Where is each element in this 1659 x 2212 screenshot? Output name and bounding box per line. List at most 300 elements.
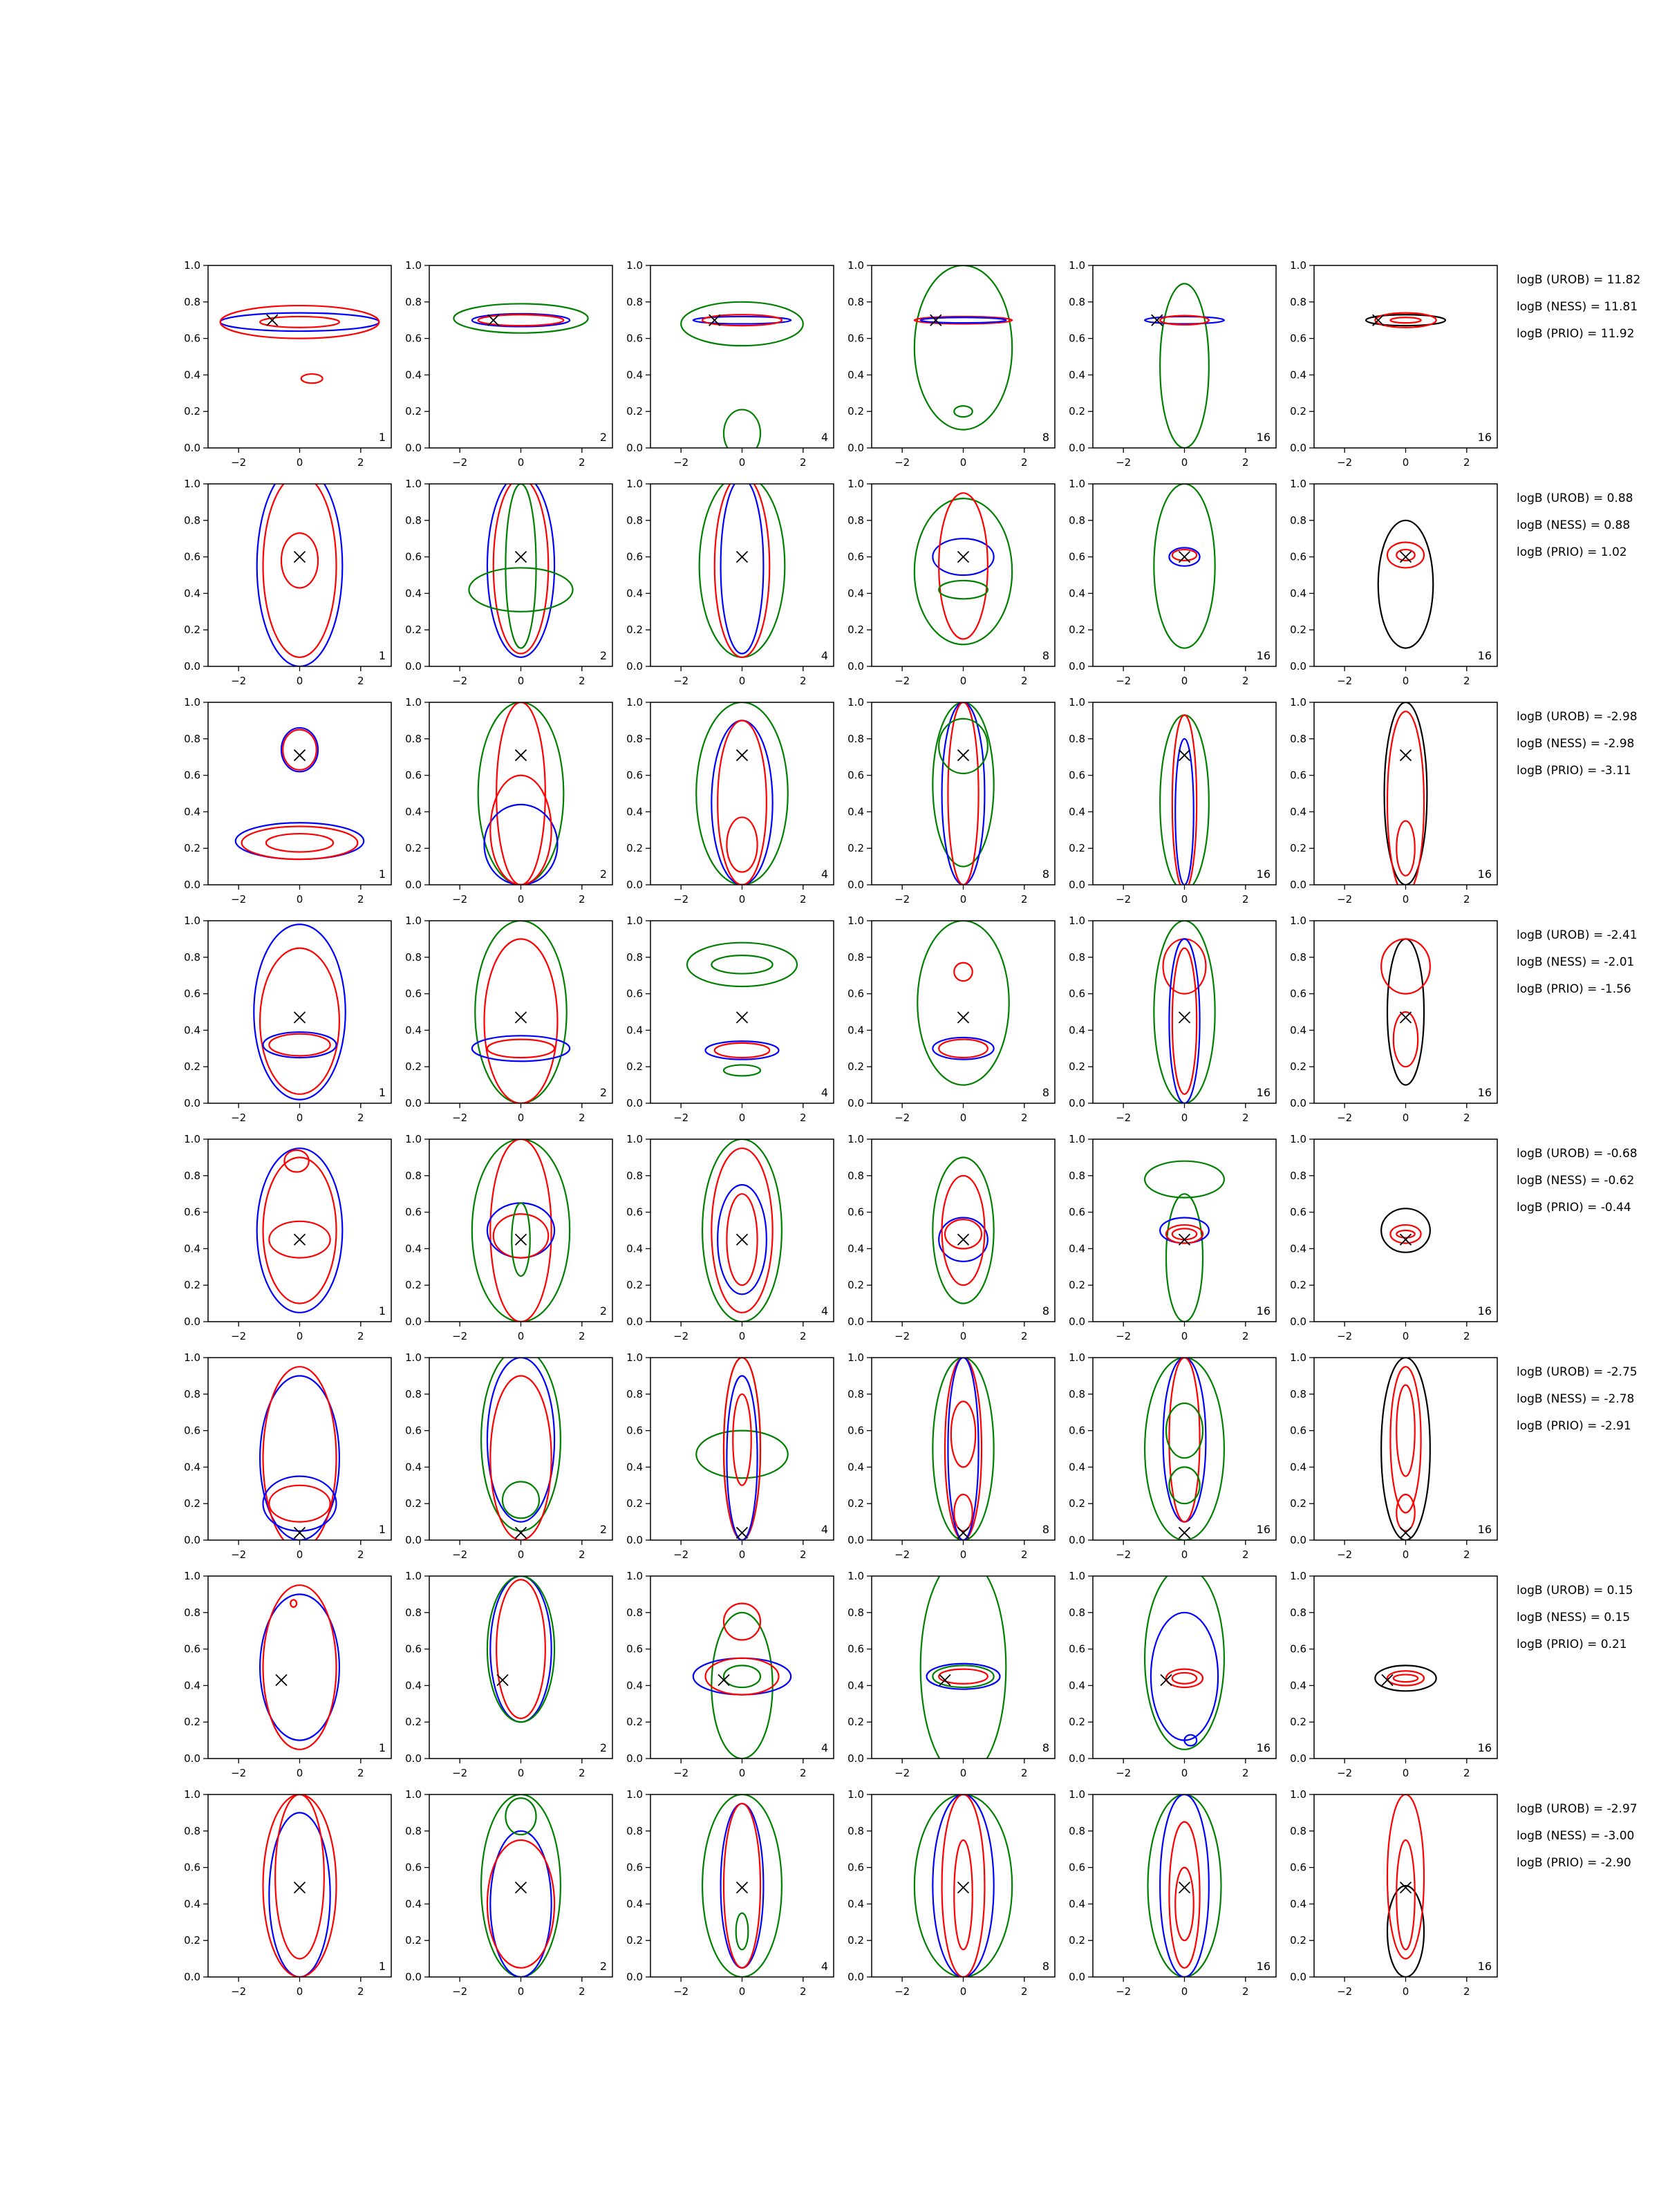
x-tick-label: −2 [673,1112,689,1124]
y-tick-label: 0.8 [1069,1606,1085,1619]
logb-label: logB (NESS) = -0.62 [1517,1174,1635,1188]
y-tick-label: 0.2 [184,1279,200,1292]
x-tick-label: 2 [1463,456,1470,469]
x-tick-label: 0 [738,1548,746,1561]
y-tick-label: 0.6 [1069,1424,1085,1437]
y-tick-label: 0.8 [1069,295,1085,308]
y-tick-label: 0.4 [184,805,200,818]
y-tick-label: 1.0 [184,696,200,709]
x-tick-label: −2 [1116,675,1132,687]
x-tick-label: 2 [1242,675,1249,687]
y-tick-label: 0.8 [847,1387,864,1400]
x-tick-label: −2 [673,1985,689,1998]
y-tick-label: 0.0 [847,1315,864,1328]
x-tick-label: −2 [1337,1767,1353,1779]
x-tick-label: 2 [579,456,585,469]
y-tick-label: 0.8 [405,950,422,964]
logb-label: logB (NESS) = -2.78 [1517,1392,1635,1406]
x-tick-label: 2 [1021,1548,1028,1561]
panel-label: 2 [599,431,607,444]
y-tick-label: 0.8 [626,1824,643,1837]
x-tick-label: 2 [800,456,807,469]
panel-label: 8 [1042,1960,1049,1973]
y-tick-label: 1.0 [1290,1570,1306,1582]
logb-label: logB (UROB) = -2.41 [1517,928,1638,942]
y-tick-label: 0.0 [1290,660,1306,673]
y-tick-label: 0.6 [1069,1861,1085,1874]
y-tick-label: 0.0 [405,1315,422,1328]
logb-label: logB (PRIO) = -0.44 [1517,1201,1631,1215]
y-tick-label: 0.6 [405,332,422,345]
panel-label: 1 [378,1741,386,1754]
y-tick-label: 0.4 [1290,587,1306,600]
y-tick-label: 0.6 [1290,332,1306,345]
panel-label: 16 [1256,1086,1271,1099]
x-tick-label: 0 [517,1767,525,1779]
logb-label: logB (UROB) = -2.97 [1517,1802,1638,1816]
x-tick-label: 0 [1181,1767,1188,1779]
panel-label: 2 [599,1960,607,1973]
y-tick-label: 0.4 [626,1461,643,1474]
x-tick-label: 2 [1242,1112,1249,1124]
y-tick-label: 0.0 [405,879,422,891]
x-tick-label: 0 [296,675,303,687]
panel-label: 16 [1256,868,1271,881]
x-tick-label: 2 [800,893,807,906]
y-tick-label: 0.0 [1290,1534,1306,1546]
x-tick-label: −2 [673,675,689,687]
y-tick-label: 0.2 [405,1716,422,1729]
y-tick-label: 1.0 [405,1570,422,1582]
y-tick-label: 0.0 [184,879,200,891]
logb-label: logB (UROB) = 0.15 [1517,1584,1633,1597]
y-tick-label: 1.0 [847,259,864,272]
y-tick-label: 1.0 [626,478,643,490]
panel-label: 1 [378,868,386,881]
x-tick-label: 0 [517,675,525,687]
logb-label: logB (NESS) = -2.98 [1517,737,1635,751]
y-tick-label: 0.2 [405,1497,422,1510]
panel-label: 8 [1042,1741,1049,1754]
y-tick-label: 0.2 [405,1934,422,1947]
y-tick-label: 0.8 [1290,1387,1306,1400]
y-tick-label: 0.0 [1290,879,1306,891]
x-tick-label: 2 [1021,1112,1028,1124]
y-tick-label: 0.4 [184,368,200,382]
x-tick-label: 0 [738,1330,746,1342]
y-tick-label: 0.2 [1069,842,1085,855]
x-tick-label: 2 [800,675,807,687]
x-tick-label: 2 [579,893,585,906]
y-tick-label: 0.4 [626,1242,643,1255]
y-tick-label: 0.4 [405,1024,422,1037]
x-tick-label: 0 [1402,1985,1409,1998]
panel-label: 1 [378,1523,386,1536]
panel-label: 4 [821,649,828,662]
x-tick-label: −2 [1116,1112,1132,1124]
y-tick-label: 0.4 [405,368,422,382]
y-tick-label: 0.2 [405,842,422,855]
panel-label: 1 [378,1304,386,1318]
x-tick-label: 2 [357,675,364,687]
x-tick-label: 0 [296,1548,303,1561]
logb-label: logB (PRIO) = -2.90 [1517,1856,1631,1870]
y-tick-label: 0.2 [405,1060,422,1074]
panel-label: 4 [821,1086,828,1099]
x-tick-label: 0 [738,675,746,687]
x-tick-label: −2 [1116,1330,1132,1342]
y-tick-label: 0.0 [184,1752,200,1765]
y-tick-label: 0.6 [405,769,422,782]
y-tick-label: 0.8 [847,1824,864,1837]
panel-label: 4 [821,1741,828,1754]
y-tick-label: 0.6 [626,769,643,782]
panel-label: 4 [821,1304,828,1318]
x-tick-label: 0 [1181,1112,1188,1124]
x-tick-label: −2 [673,456,689,469]
y-tick-label: 0.4 [626,368,643,382]
panel-label: 2 [599,868,607,881]
y-tick-label: 0.6 [1290,1861,1306,1874]
y-tick-label: 1.0 [626,1133,643,1145]
y-tick-label: 0.6 [1290,1642,1306,1656]
x-tick-label: 0 [1402,1767,1409,1779]
panel-label: 4 [821,431,828,444]
x-tick-label: 2 [1242,1767,1249,1779]
y-tick-label: 0.6 [184,987,200,1000]
x-tick-label: 2 [800,1985,807,1998]
y-tick-label: 0.8 [1069,1169,1085,1182]
x-tick-label: 2 [1463,1767,1470,1779]
y-tick-label: 0.4 [847,1679,864,1692]
panel-label: 1 [378,431,386,444]
y-tick-label: 0.8 [626,1169,643,1182]
x-tick-label: 0 [1181,1330,1188,1342]
x-tick-label: 0 [517,893,525,906]
panel-label: 1 [378,649,386,662]
x-tick-label: −2 [894,893,910,906]
y-tick-label: 0.6 [184,550,200,563]
y-tick-label: 0.6 [847,1642,864,1656]
y-tick-label: 0.8 [184,1387,200,1400]
y-tick-label: 0.6 [626,550,643,563]
x-tick-label: 2 [1242,1330,1249,1342]
y-tick-label: 0.8 [405,732,422,745]
y-tick-label: 0.8 [1290,1169,1306,1182]
x-tick-label: 2 [1021,456,1028,469]
y-tick-label: 1.0 [847,1133,864,1145]
y-tick-label: 0.2 [1290,842,1306,855]
y-tick-label: 0.4 [1290,1242,1306,1255]
panel-label: 16 [1256,1304,1271,1318]
logb-label: logB (UROB) = -2.98 [1517,710,1638,724]
y-tick-label: 0.8 [847,514,864,527]
x-tick-label: 0 [1181,893,1188,906]
y-tick-label: 0.6 [184,332,200,345]
y-tick-label: 0.0 [184,1534,200,1546]
y-tick-label: 0.2 [847,1934,864,1947]
panel-label: 2 [599,1741,607,1754]
y-tick-label: 0.6 [405,1424,422,1437]
x-tick-label: 2 [357,1767,364,1779]
x-tick-label: −2 [673,893,689,906]
y-tick-label: 0.4 [405,1461,422,1474]
x-tick-label: 2 [1021,1330,1028,1342]
y-tick-label: 1.0 [405,915,422,927]
y-tick-label: 1.0 [1069,1788,1085,1801]
y-tick-label: 0.6 [847,1424,864,1437]
x-tick-label: −2 [1116,1548,1132,1561]
y-tick-label: 1.0 [1069,259,1085,272]
y-tick-label: 0.8 [1290,1824,1306,1837]
x-tick-label: −2 [894,1112,910,1124]
x-tick-label: −2 [231,675,247,687]
panel-label: 16 [1256,431,1271,444]
x-tick-label: 0 [738,893,746,906]
y-tick-label: 0.6 [1069,1206,1085,1219]
y-tick-label: 0.0 [1069,442,1085,454]
x-tick-label: 2 [357,1548,364,1561]
y-tick-label: 0.2 [847,842,864,855]
y-tick-label: 0.0 [1069,879,1085,891]
y-tick-label: 0.0 [847,442,864,454]
y-tick-label: 0.0 [1290,1097,1306,1109]
y-tick-label: 0.6 [1290,1206,1306,1219]
x-tick-label: −2 [231,1985,247,1998]
x-tick-label: −2 [1337,1330,1353,1342]
y-tick-label: 0.2 [626,1060,643,1074]
x-tick-label: 2 [357,893,364,906]
y-tick-label: 0.4 [626,805,643,818]
y-tick-label: 0.8 [1069,732,1085,745]
y-tick-label: 0.0 [184,1971,200,1983]
x-tick-label: 2 [579,1112,585,1124]
y-tick-label: 0.8 [1290,514,1306,527]
y-tick-label: 0.2 [847,1279,864,1292]
y-tick-label: 0.8 [626,1387,643,1400]
logb-label: logB (NESS) = -2.01 [1517,955,1635,969]
y-tick-label: 0.8 [1069,1387,1085,1400]
x-tick-label: 0 [1181,675,1188,687]
x-tick-label: −2 [894,456,910,469]
y-tick-label: 1.0 [626,1570,643,1582]
y-tick-label: 1.0 [1069,1351,1085,1364]
logb-label: logB (NESS) = 0.15 [1517,1611,1631,1624]
y-tick-label: 0.4 [626,1024,643,1037]
logb-label: logB (UROB) = -0.68 [1517,1147,1638,1161]
y-tick-label: 1.0 [847,478,864,490]
x-tick-label: 0 [738,1767,746,1779]
x-tick-label: −2 [894,1985,910,1998]
y-tick-label: 0.2 [626,842,643,855]
y-tick-label: 0.0 [626,1971,643,1983]
y-tick-label: 0.0 [184,660,200,673]
y-tick-label: 0.2 [1069,624,1085,637]
y-tick-label: 0.2 [1290,1716,1306,1729]
y-tick-label: 1.0 [184,478,200,490]
x-tick-label: 0 [517,1985,525,1998]
y-tick-label: 0.0 [626,1097,643,1109]
x-tick-label: 0 [517,456,525,469]
y-tick-label: 0.4 [1290,1897,1306,1911]
y-tick-label: 1.0 [626,1351,643,1364]
y-tick-label: 0.8 [184,1824,200,1837]
y-tick-label: 0.6 [1069,550,1085,563]
y-tick-label: 0.2 [405,624,422,637]
y-tick-label: 0.8 [1290,295,1306,308]
y-tick-label: 0.2 [626,1279,643,1292]
x-tick-label: −2 [231,893,247,906]
logb-label: logB (NESS) = -3.00 [1517,1829,1635,1843]
x-tick-label: 2 [1021,1767,1028,1779]
x-tick-label: 2 [579,1330,585,1342]
y-tick-label: 0.4 [1290,368,1306,382]
y-tick-label: 0.8 [847,950,864,964]
y-tick-label: 1.0 [184,1133,200,1145]
y-tick-label: 0.2 [626,1497,643,1510]
x-tick-label: 0 [517,1330,525,1342]
x-tick-label: −2 [894,675,910,687]
y-tick-label: 0.6 [405,1206,422,1219]
x-tick-label: 0 [296,1985,303,1998]
y-tick-label: 0.4 [1290,1024,1306,1037]
y-tick-label: 1.0 [405,259,422,272]
panel-label: 16 [1256,1960,1271,1973]
y-tick-label: 1.0 [405,1788,422,1801]
y-tick-label: 0.6 [847,1861,864,1874]
panel-label: 16 [1256,1741,1271,1754]
y-tick-label: 0.0 [1290,1971,1306,1983]
y-tick-label: 1.0 [847,696,864,709]
y-tick-label: 1.0 [1290,696,1306,709]
x-tick-label: 2 [1463,1985,1470,1998]
y-tick-label: 0.2 [626,405,643,418]
panel-label: 16 [1477,1304,1492,1318]
y-tick-label: 0.2 [1069,1497,1085,1510]
y-tick-label: 0.4 [847,368,864,382]
y-tick-label: 0.4 [847,1242,864,1255]
y-tick-label: 0.2 [1069,1716,1085,1729]
y-tick-label: 0.6 [184,1642,200,1656]
y-tick-label: 0.6 [1290,550,1306,563]
panel-label: 8 [1042,431,1049,444]
panel-label: 16 [1477,1960,1492,1973]
y-tick-label: 0.2 [184,1497,200,1510]
x-tick-label: 2 [1463,675,1470,687]
y-tick-label: 1.0 [847,1570,864,1582]
x-tick-label: 0 [959,1548,967,1561]
y-tick-label: 1.0 [626,259,643,272]
x-tick-label: −2 [1337,1985,1353,1998]
y-tick-label: 0.6 [405,550,422,563]
y-tick-label: 0.4 [405,1897,422,1911]
x-tick-label: 0 [517,1112,525,1124]
y-tick-label: 0.0 [626,442,643,454]
x-tick-label: 2 [800,1112,807,1124]
y-tick-label: 0.4 [184,587,200,600]
y-tick-label: 1.0 [1069,1570,1085,1582]
x-tick-label: 2 [1021,1985,1028,1998]
y-tick-label: 0.0 [626,660,643,673]
y-tick-label: 0.4 [184,1024,200,1037]
y-tick-label: 1.0 [405,1133,422,1145]
y-tick-label: 0.6 [626,987,643,1000]
panel-label: 4 [821,1960,828,1973]
y-tick-label: 1.0 [626,696,643,709]
y-tick-label: 1.0 [847,1351,864,1364]
x-tick-label: 0 [1181,456,1188,469]
y-tick-label: 0.6 [1290,769,1306,782]
y-tick-label: 0.2 [184,1716,200,1729]
y-tick-label: 0.8 [184,732,200,745]
y-tick-label: 0.8 [184,1169,200,1182]
y-tick-label: 0.2 [847,1497,864,1510]
x-tick-label: −2 [894,1767,910,1779]
logb-label: logB (NESS) = 11.81 [1517,300,1638,314]
y-tick-label: 0.6 [626,1642,643,1656]
x-tick-label: 2 [357,456,364,469]
y-tick-label: 0.8 [626,1606,643,1619]
y-tick-label: 1.0 [405,696,422,709]
y-tick-label: 0.0 [626,1534,643,1546]
x-tick-label: 0 [1402,1548,1409,1561]
y-tick-label: 0.0 [405,442,422,454]
y-tick-label: 0.2 [847,624,864,637]
y-tick-label: 1.0 [184,915,200,927]
y-tick-label: 0.6 [184,769,200,782]
y-tick-label: 0.6 [1069,769,1085,782]
x-tick-label: −2 [1337,456,1353,469]
y-tick-label: 0.4 [847,1024,864,1037]
x-tick-label: 2 [579,1767,585,1779]
y-tick-label: 0.4 [1069,1024,1085,1037]
y-tick-label: 0.2 [847,1060,864,1074]
y-tick-label: 1.0 [1069,478,1085,490]
x-tick-label: 2 [800,1330,807,1342]
y-tick-label: 0.8 [405,1824,422,1837]
y-tick-label: 1.0 [847,915,864,927]
y-tick-label: 0.6 [626,1206,643,1219]
y-tick-label: 0.0 [1069,660,1085,673]
y-tick-label: 0.8 [405,1387,422,1400]
y-tick-label: 0.0 [847,1097,864,1109]
y-tick-label: 0.6 [847,987,864,1000]
panel-label: 16 [1477,868,1492,881]
y-tick-label: 0.4 [1290,1679,1306,1692]
x-tick-label: −2 [1116,456,1132,469]
y-tick-label: 1.0 [405,1351,422,1364]
x-tick-label: 0 [959,893,967,906]
x-tick-label: 0 [517,1548,525,1561]
y-tick-label: 0.0 [1069,1971,1085,1983]
x-tick-label: −2 [1337,675,1353,687]
y-tick-label: 1.0 [1069,1133,1085,1145]
y-tick-label: 1.0 [184,1788,200,1801]
y-tick-label: 0.0 [405,1971,422,1983]
x-tick-label: 0 [1402,675,1409,687]
y-tick-label: 0.6 [847,769,864,782]
logb-label: logB (UROB) = 0.88 [1517,491,1633,505]
x-tick-label: −2 [1116,893,1132,906]
x-tick-label: 0 [959,1985,967,1998]
y-tick-label: 0.8 [184,514,200,527]
panel-label: 8 [1042,1523,1049,1536]
x-tick-label: 0 [959,675,967,687]
y-tick-label: 0.2 [1069,1934,1085,1947]
x-tick-label: 2 [1242,893,1249,906]
x-tick-label: 0 [959,1767,967,1779]
y-tick-label: 0.6 [847,332,864,345]
